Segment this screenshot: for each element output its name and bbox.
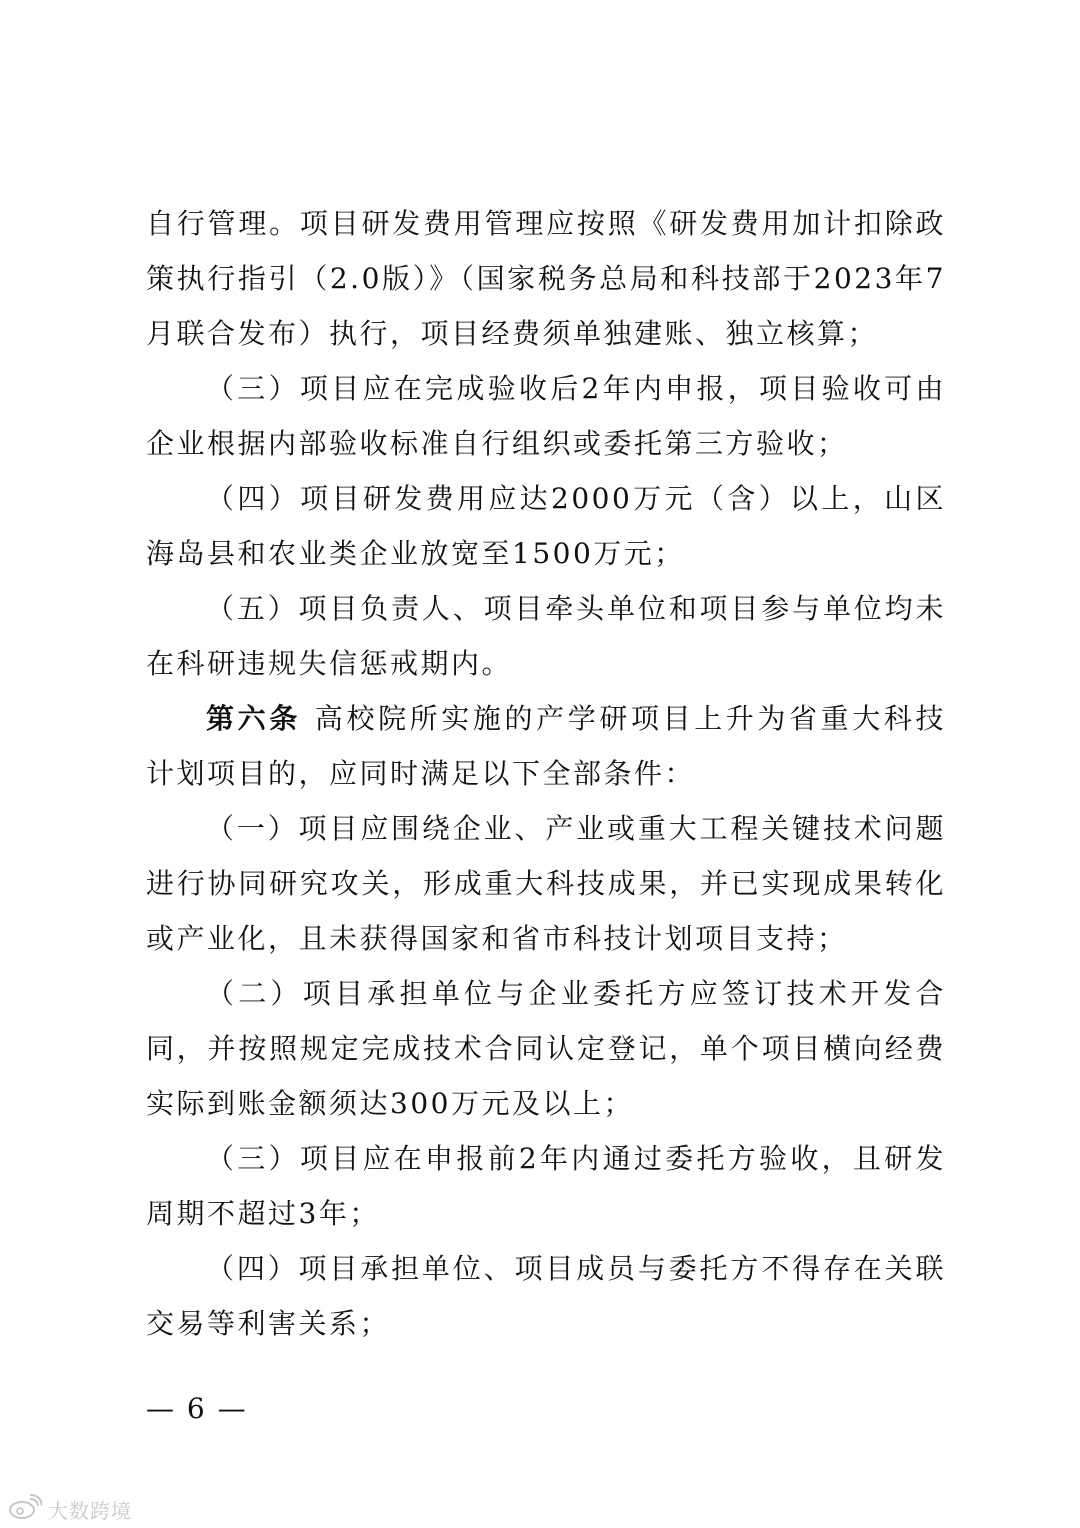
article-6-item-1: （一）项目应围绕企业、产业或重大工程关键技术问题进行协同研究攻关，形成重大科技成果，并已实现成果转化或产业化，且未获得国家和省市科技计划项目支持； bbox=[146, 812, 946, 955]
article-6-paragraph bbox=[146, 691, 946, 801]
article-6-text: 高校院所实施的产学研项目上升为省重大科技计划项目的，应同时满足以下全部条件： bbox=[146, 702, 946, 790]
page-number: — 6 — bbox=[146, 1392, 248, 1425]
paragraph-item-4: （四）项目研发费用应达2000万元（含）以上，山区海岛县和农业类企业放宽至1500万元； bbox=[146, 482, 946, 570]
article-6-item-2: （二）项目承担单位与企业委托方应签订技术开发合同，并按照规定完成技术合同认定登记，单个项目横向经费实际到账金额须达300万元及以上； bbox=[146, 977, 946, 1120]
document-body bbox=[146, 196, 946, 1351]
paragraph-item-5: （五）项目负责人、项目牵头单位和项目参与单位均未在科研违规失信惩戒期内。 bbox=[146, 592, 946, 680]
watermark-text: 大数跨境 bbox=[48, 1498, 132, 1523]
weibo-icon bbox=[8, 1494, 42, 1524]
paragraph-continued: 自行管理。项目研发费用管理应按照《研发费用加计扣除政策执行指引（2.0版）》（国家税务总局和科技部于2023年7月联合发布）执行，项目经费须单独建账、独立核算； bbox=[146, 207, 946, 350]
article-6-heading: 第六条 bbox=[206, 702, 301, 735]
article-6-item-3: （三）项目应在申报前2年内通过委托方验收，且研发周期不超过3年； bbox=[146, 1142, 946, 1230]
article-6-item-4: （四）项目承担单位、项目成员与委托方不得存在关联交易等利害关系； bbox=[146, 1252, 946, 1340]
watermark bbox=[8, 1494, 132, 1524]
paragraph-item-3: （三）项目应在完成验收后2年内申报，项目验收可由企业根据内部验收标准自行组织或委托第三方验收； bbox=[146, 372, 946, 460]
